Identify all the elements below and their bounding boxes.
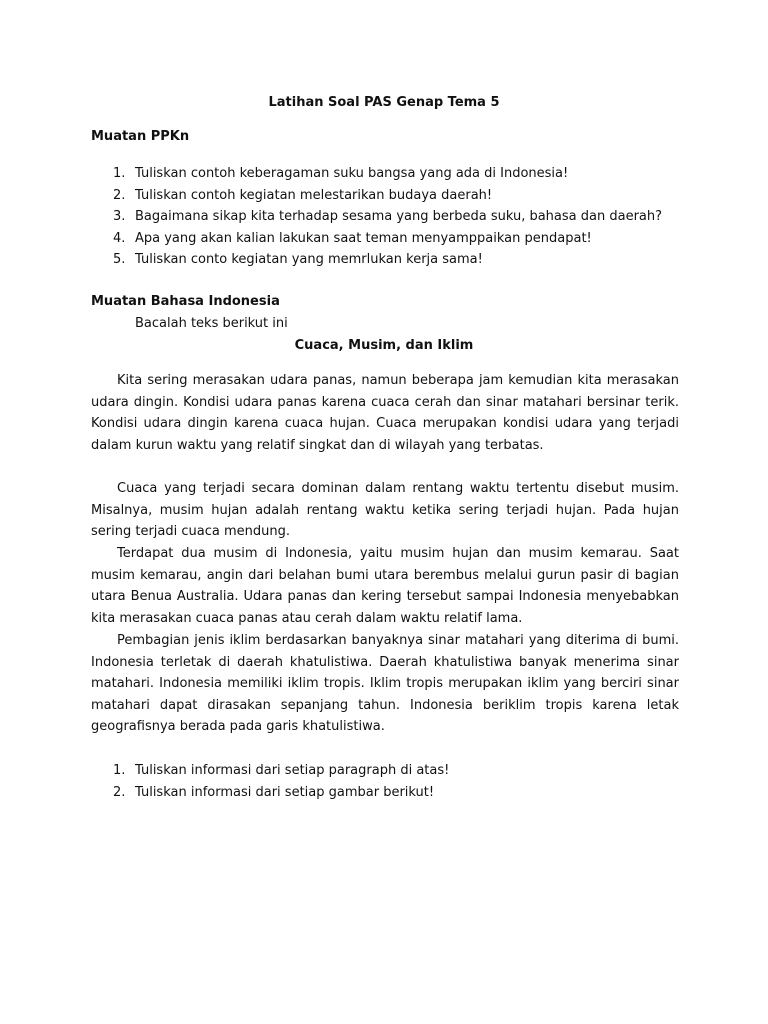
question-number: 4. <box>113 230 126 246</box>
list-item <box>91 228 679 250</box>
list-item <box>91 185 679 207</box>
question-text: Tuliskan conto kegiatan yang memrlukan kerja sama! <box>135 252 483 267</box>
paragraph-3: Terdapat dua musim di Indonesia, yaitu musim hujan dan musim kemarau. Saat musim kemarau, angin dari belahan bumi utara berembus melalui gurun pasir di bagian utara Benua Australia. Udara panas dan kering tersebut sampai Indonesia menyebabkan kita merasakan cuaca panas atau cerah dalam waktu relatif lama. <box>91 546 679 626</box>
ppkn-question-list <box>91 163 679 271</box>
question-text: Tuliskan contoh keberagaman suku bangsa yang ada di Indonesia! <box>135 166 569 181</box>
question-text: Tuliskan informasi dari setiap gambar berikut! <box>135 784 435 800</box>
question-text: Tuliskan informasi dari setiap paragraph di atas! <box>135 763 450 778</box>
list-item <box>91 782 679 804</box>
paragraph-1: Kita sering merasakan udara panas, namun beberapa jam kemudian kita merasakan udara dingin. Kondisi udara panas karena cuaca cerah dan sinar matahari bersinar terik. Kondisi udara dingin karena cuaca hujan. Cuaca merupakan kondisi udara yang terjadi dalam kurun waktu yang relatif singkat dan di wilayah yang terbatas. <box>91 373 679 453</box>
question-number: 1. <box>113 166 126 181</box>
bahasa-question-list <box>91 760 679 803</box>
reading-instruction: Bacalah teks berikut ini <box>135 316 288 331</box>
question-number: 2. <box>113 187 126 203</box>
question-number: 1. <box>113 763 126 778</box>
question-number: 3. <box>113 209 126 224</box>
list-item <box>91 249 679 271</box>
ppkn-heading: Muatan PPKn <box>91 129 190 144</box>
question-number: 2. <box>113 784 126 800</box>
list-item <box>91 163 679 185</box>
document-title: Latihan Soal PAS Genap Tema 5 <box>268 95 500 110</box>
question-text: Tuliskan contoh kegiatan melestarikan budaya daerah! <box>135 187 493 203</box>
paragraph-2: Cuaca yang terjadi secara dominan dalam rentang waktu tertentu disebut musim. Misalnya, musim hujan adalah rentang waktu ketika sering terjadi hujan. Pada hujan sering terjadi cuaca mendung. <box>91 481 679 540</box>
question-number: 5. <box>113 252 126 267</box>
list-item <box>91 206 679 228</box>
reading-title: Cuaca, Musim, dan Iklim <box>294 338 474 353</box>
list-item <box>91 760 679 782</box>
question-text: Bagaimana sikap kita terhadap sesama yang berbeda suku, bahasa dan daerah? <box>135 209 663 224</box>
paragraph-4: Pembagian jenis iklim berdasarkan banyaknya sinar matahari yang diterima di bumi. Indonesia terletak di daerah khatulistiwa. Daerah khatulistiwa banyak menerima sinar matahari. Indonesia memiliki iklim tropis. Iklim tropis merupakan iklim yang berciri sinar matahari dapat dirasakan sepanjang tahun. Indonesia beriklim tropis karena letak geografisnya berada pada garis khatulistiwa. <box>91 633 679 735</box>
bahasa-heading: Muatan Bahasa Indonesia <box>91 294 280 309</box>
question-text: Apa yang akan kalian lakukan saat teman menyamppaikan pendapat! <box>135 230 592 246</box>
